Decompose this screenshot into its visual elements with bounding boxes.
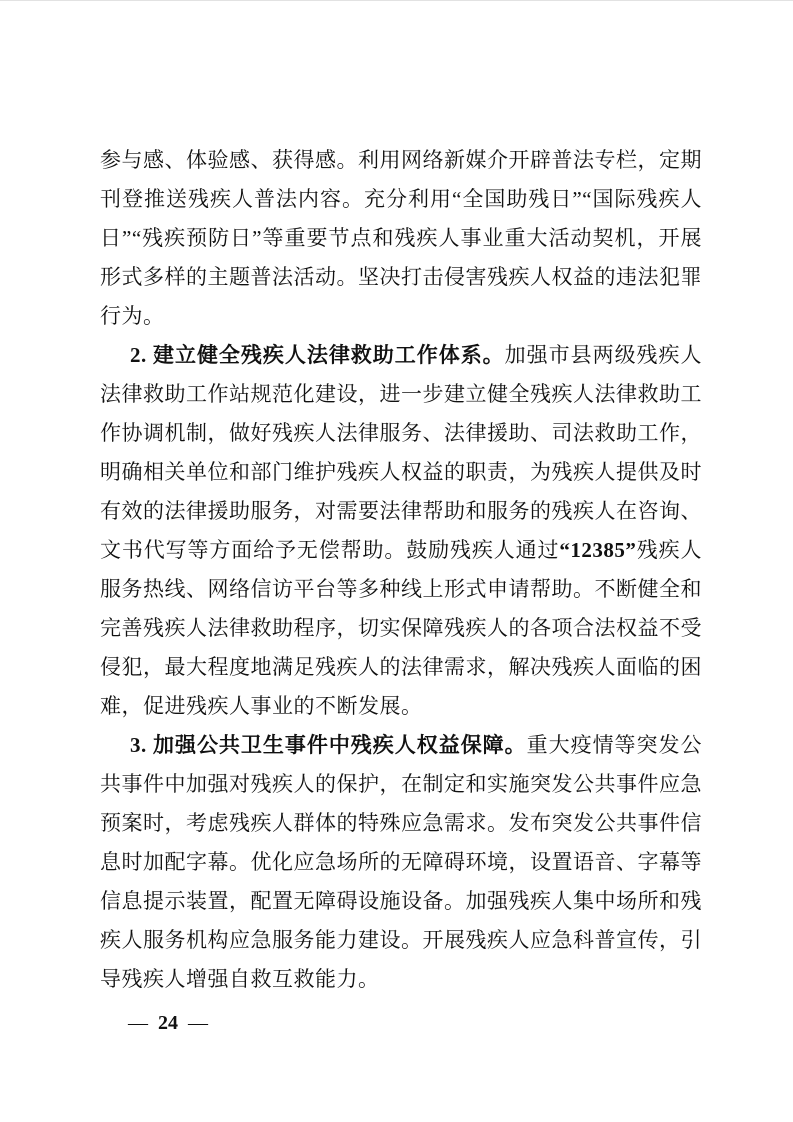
bold-text-run: “12385”: [559, 538, 637, 562]
text-run: 加强市县两级残疾人法律救助工作站规范化建设，进一步建立健全残疾人法律救助工作协调机制，做好残疾人法律服务、法律援助、司法救助工作，明确相关单位和部门维护残疾人权益的职责，为残疾人提供及时有效的法律援助服务，对需要法律帮助和服务的残疾人在咨询、文书代写等方面给予无偿帮助。鼓励残疾人通过: [100, 343, 703, 562]
footer-dash-right: —: [188, 1012, 208, 1034]
page-footer: [128, 1009, 208, 1037]
document-body: [100, 141, 702, 999]
text-run: 残疾人服务热线、网络信访平台等多种线上形式申请帮助。不断健全和完善残疾人法律救助程序，切实保障残疾人的各项合法权益不受侵犯，最大程度地满足残疾人的法律需求，解决残疾人面临的困难，促进残疾人事业的不断发展。: [100, 538, 702, 718]
paragraph-3: [100, 726, 702, 999]
bold-text-run: 3. 加强公共卫生事件中残疾人权益保障。: [130, 733, 527, 757]
paragraph-2: [100, 336, 702, 726]
bold-text-run: 2. 建立健全残疾人法律救助工作体系。: [130, 343, 505, 367]
text-run: 参与感、体验感、获得感。利用网络新媒介开辟普法专栏，定期刊登推送残疾人普法内容。充分利用“全国助残日”“国际残疾人日”“残疾预防日”等重要节点和残疾人事业重大活动契机，开展形式多样的主题普法活动。坚决打击侵害残疾人权益的违法犯罪行为。: [100, 148, 702, 328]
paragraph-1: [100, 141, 702, 336]
footer-page-number: 24: [158, 1012, 178, 1034]
footer-dash-left: —: [128, 1012, 148, 1034]
text-run: 重大疫情等突发公共事件中加强对残疾人的保护，在制定和实施突发公共事件应急预案时，考虑残疾人群体的特殊应急需求。发布突发公共事件信息时加配字幕。优化应急场所的无障碍环境，设置语音、字幕等信息提示装置，配置无障碍设施设备。加强残疾人集中场所和残疾人服务机构应急服务能力建设。开展残疾人应急科普宣传，引导残疾人增强自救互救能力。: [100, 733, 702, 991]
